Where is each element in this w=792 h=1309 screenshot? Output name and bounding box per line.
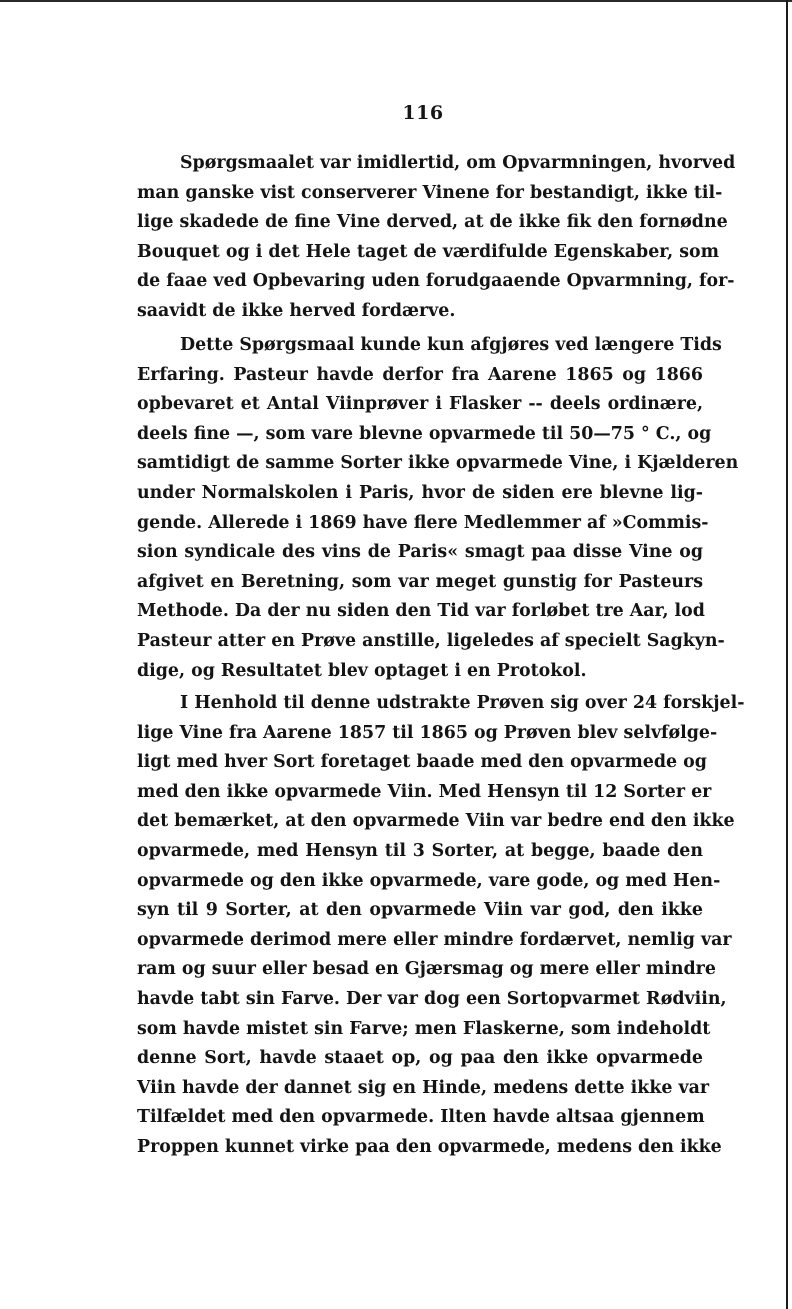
page-number: 116 — [402, 102, 444, 124]
text-line: ram og suur eller besad en Gjærsmag og mere eller mindre — [137, 959, 716, 980]
text-line: Pasteur atter en Prøve anstille, ligeledes af specielt Sagkyn- — [137, 631, 725, 651]
text-line: Tilfældet med den opvarmede. Ilten havde altsaa gjennem — [137, 1107, 705, 1128]
text-line: med den ikke opvarmede Viin. Med Hensyn til 12 Sorter er — [137, 781, 712, 802]
text-line: opbevaret et Antal Viinprøver i Flasker -- deels ordinære, — [137, 394, 703, 415]
text-line: I Henhold til denne udstrakte Prøven sig over 24 forskjel- — [180, 693, 745, 713]
text-line: lige skadede de fine Vine derved, at de ikke fik den fornødne — [137, 212, 728, 233]
text-line: havde tabt sin Farve. Der var dog een Sortopvarmet Rødviin, — [137, 989, 727, 1009]
text-line: som havde mistet sin Farve; men Flaskerne, som indeholdt — [137, 1018, 711, 1039]
text-line: Viin havde der dannet sig en Hinde, medens dette ikke var — [137, 1077, 710, 1098]
text-line: deels fine —, som vare blevne opvarmede til 50—75 ° C., og — [137, 423, 712, 444]
text-line: Bouquet og i det Hele taget de værdifulde Egenskaber, som — [137, 241, 720, 262]
text-line: lige Vine fra Aarene 1857 til 1865 og Prøven blev selvfølge- — [137, 722, 718, 743]
text-line: opvarmede og den ikke opvarmede, vare gode, og med Hen- — [137, 870, 721, 891]
scan-right-edge — [786, 0, 788, 1309]
text-line: sion syndicale des vins de Paris« smagt paa disse Vine og — [137, 542, 703, 563]
text-line: afgivet en Beretning, som var meget gunstig for Pasteurs — [137, 571, 703, 592]
text-line: de faae ved Opbevaring uden forudgaaende Opvarmning, for- — [137, 271, 735, 292]
text-line: dige, og Resultatet blev optaget i en Protokol. — [137, 660, 587, 681]
text-line: samtidigt de samme Sorter ikke opvarmede Vine, i Kjælderen — [137, 453, 739, 474]
text-line: denne Sort, havde staaet op, og paa den ikke opvarmede — [137, 1048, 703, 1069]
text-line: ligt med hver Sort foretaget baade med den opvarmede og — [137, 752, 707, 773]
text-line: under Normalskolen i Paris, hvor de siden ere blevne lig- — [137, 483, 703, 503]
text-line: saavidt de ikke herved fordærve. — [137, 301, 456, 321]
text-line: Erfaring. Pasteur havde derfor fra Aarene 1865 og 1866 — [137, 364, 703, 385]
text-line: det bemærket, at den opvarmede Viin var bedre end den ikke — [137, 811, 735, 832]
text-line: man ganske vist conserverer Vinene for bestandigt, ikke til- — [137, 182, 723, 203]
text-line: syn til 9 Sorter, at den opvarmede Viin var god, den ikke — [137, 900, 703, 921]
scan-top-edge — [0, 0, 792, 2]
text-line: Proppen kunnet virke paa den opvarmede, medens den ikke — [137, 1137, 722, 1157]
text-line: Methode. Da der nu siden den Tid var forløbet tre Aar, lod — [137, 601, 705, 622]
text-line: Spørgsmaalet var imidlertid, om Opvarmningen, hvorved — [180, 153, 736, 173]
text-line: gende. Allerede i 1869 have flere Medlemmer af »Commis- — [137, 512, 709, 533]
text-line: opvarmede, med Hensyn til 3 Sorter, at begge, baade den — [137, 841, 703, 861]
text-line: Dette Spørgsmaal kunde kun afgjøres ved længere Tids — [180, 335, 722, 355]
text-line: opvarmede derimod mere eller mindre fordærvet, nemlig var — [137, 929, 732, 950]
